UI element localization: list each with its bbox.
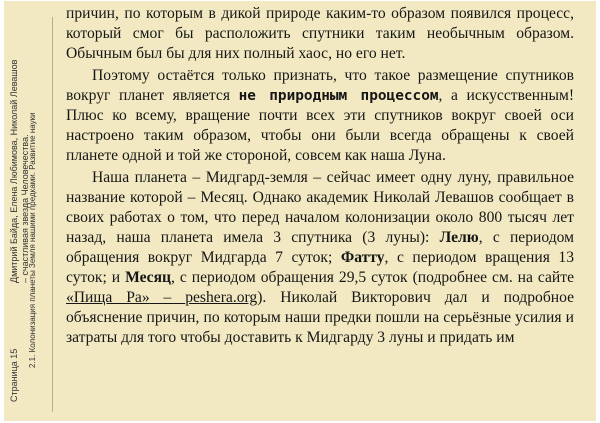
page-body: [66, 4, 574, 350]
paragraph-2: [66, 66, 574, 166]
page-number: Страница 15: [9, 348, 19, 402]
paragraph-3-part-d: , с периодом обращения 29,5 суток (подробнее см. на сайте: [171, 269, 574, 286]
chapter-line-1: 2.1. Колонизация планеты Земля нашими предками. Развитие науки: [28, 112, 37, 368]
moon-name-lelya: Лелю: [439, 229, 479, 246]
link-dash: –: [149, 289, 186, 306]
paragraph-2-end: , а искусственным! Плюс ко всему, вращение почти всех эти спутников вокруг своей оси настроено таким образом, чтобы они были всегда обращены к своей планете одной и той же стороной, совсем как наша Луна.: [66, 87, 575, 164]
document-page: [4, 1, 596, 421]
paragraph-3-part-b: , с периодом обращения вокруг Мидгарда 7 суток;: [66, 229, 574, 266]
moon-name-fatta: Фатту: [340, 249, 385, 266]
paragraph-1: причин, по которым в дикой природе каким-то образом появился процесс, который смог бы расположить спутники таким необычным образом. Обычным был бы для них полный хаос, но его нет.: [66, 5, 574, 62]
paragraph-3-part-c: , с периодом вращения 13 суток; и: [66, 249, 575, 286]
authors-line-1: Дмитрий Байда, Елена Любимова, Николай Левашов: [9, 59, 19, 283]
authors-line-2: – счастливая звезда Человечества.: [20, 134, 30, 283]
paragraph-2-start: Поэтому остаётся только признать, что такое размещение спутников вокруг планет является: [66, 67, 574, 104]
moon-name-mesyats: Месяц: [125, 269, 172, 286]
page-sidebar: [4, 1, 52, 421]
link-pishcha-ra[interactable]: «Пища Ра»: [66, 289, 150, 306]
sidebar-divider: [52, 17, 53, 412]
paragraph-3: [66, 168, 574, 348]
paragraph-3-part-e: ). Николай Викторович дал и подробное объяснение причин, по которым наши предки пошли на серьёзные усилия и затраты для того чтобы доставить к Мидгарду 3 луны и придать им: [66, 289, 575, 346]
paragraph-3-part-a: Наша планета – Мидгард-земля – сейчас имеет одну луну, правильное название которой – Месяц. Однако академик Николай Левашов сообщает в своих работах о том, что перед началом колонизации около 800 тысяч лет назад, наша планета имела 3 спутника (3 луны):: [66, 169, 574, 246]
emphasis-natural-process: не природным процессом: [238, 88, 439, 104]
chapter-title: [28, 112, 38, 368]
link-peshera-org[interactable]: peshera.org: [185, 289, 258, 306]
